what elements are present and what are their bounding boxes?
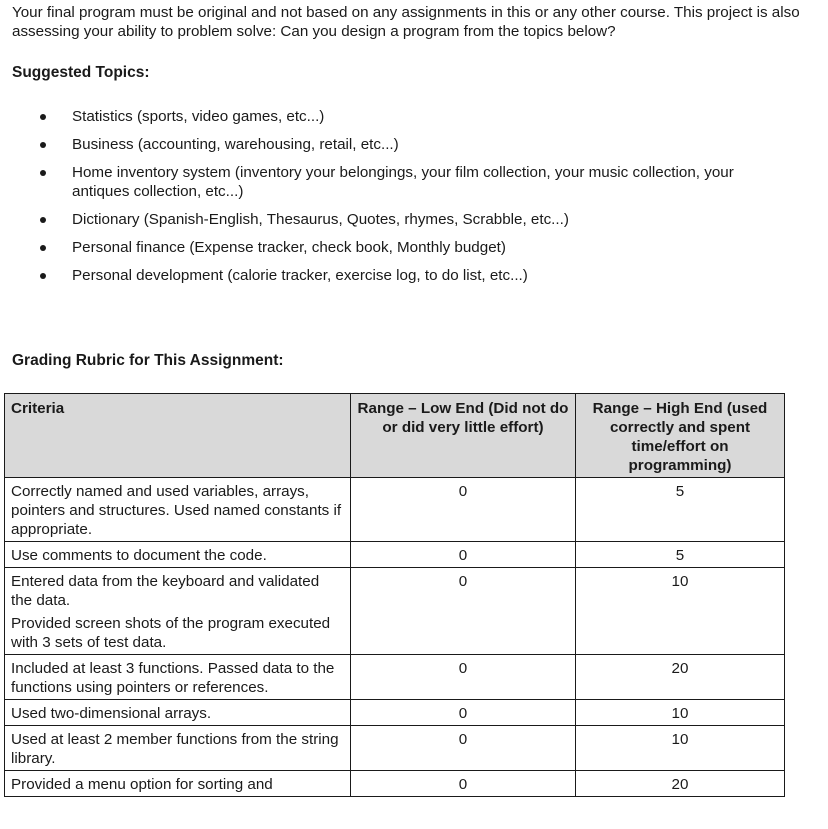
table-row xyxy=(5,478,785,542)
bullet-icon xyxy=(40,114,46,120)
bullet-icon xyxy=(40,142,46,148)
topic-label: Home inventory system (inventory your belongings, your film collection, your music collection, your antiques collection, etc...) xyxy=(72,164,734,200)
high-score-cell: 20 xyxy=(576,655,785,700)
grading-rubric-heading: Grading Rubric for This Assignment: xyxy=(12,352,284,369)
criteria-column-header: Criteria xyxy=(5,394,351,478)
table-row xyxy=(5,700,785,726)
low-score-cell: 0 xyxy=(351,478,576,542)
high-score-cell: 10 xyxy=(576,726,785,771)
high-score-cell: 10 xyxy=(576,568,785,655)
low-score-cell: 0 xyxy=(351,655,576,700)
table-row xyxy=(5,726,785,771)
criteria-cell xyxy=(5,568,351,655)
topic-item xyxy=(0,238,792,257)
high-score-cell: 5 xyxy=(576,478,785,542)
intro-paragraph: Your final program must be original and not based on any assignments in this or any other course. This project is also assessing your ability to problem solve: Can you design a program from the topics below? xyxy=(12,4,800,40)
suggested-topics-heading: Suggested Topics: xyxy=(12,64,150,81)
criteria-cell: Included at least 3 functions. Passed data to the functions using pointers or references. xyxy=(5,655,351,700)
criteria-text: Entered data from the keyboard and validated the data. xyxy=(11,573,320,609)
suggested-topics-list xyxy=(0,107,800,294)
table-row xyxy=(5,771,785,797)
criteria-cell: Used at least 2 member functions from the string library. xyxy=(5,726,351,771)
low-score-cell: 0 xyxy=(351,542,576,568)
low-score-cell: 0 xyxy=(351,700,576,726)
low-score-cell: 0 xyxy=(351,568,576,655)
low-score-cell: 0 xyxy=(351,771,576,797)
topic-label: Business (accounting, warehousing, retail, etc...) xyxy=(72,136,399,153)
bullet-icon xyxy=(40,245,46,251)
topic-label: Dictionary (Spanish-English, Thesaurus, Quotes, rhymes, Scrabble, etc...) xyxy=(72,211,569,228)
criteria-cell: Correctly named and used variables, arrays, pointers and structures. Used named constants if appropriate. xyxy=(5,478,351,542)
bullet-icon xyxy=(40,273,46,279)
criteria-cell: Provided a menu option for sorting and xyxy=(5,771,351,797)
table-row xyxy=(5,655,785,700)
topic-item xyxy=(0,135,792,154)
topic-label: Personal finance (Expense tracker, check book, Monthly budget) xyxy=(72,239,506,256)
topic-label: Personal development (calorie tracker, exercise log, to do list, etc...) xyxy=(72,267,528,284)
topic-item xyxy=(0,107,792,126)
high-score-cell: 20 xyxy=(576,771,785,797)
criteria-subtext: Provided screen shots of the program executed with 3 sets of test data. xyxy=(11,615,331,651)
bullet-icon xyxy=(40,217,46,223)
table-row xyxy=(5,568,785,655)
criteria-cell: Used two-dimensional arrays. xyxy=(5,700,351,726)
low-end-column-header: Range – Low End (Did not do or did very little effort) xyxy=(351,394,576,478)
high-score-cell: 5 xyxy=(576,542,785,568)
criteria-cell: Use comments to document the code. xyxy=(5,542,351,568)
topic-item xyxy=(0,266,792,285)
high-score-cell: 10 xyxy=(576,700,785,726)
bullet-icon xyxy=(40,170,46,176)
grading-rubric-table xyxy=(4,393,785,797)
table-row xyxy=(5,542,785,568)
table-header-row xyxy=(5,394,785,478)
topic-item xyxy=(0,163,792,201)
topic-label: Statistics (sports, video games, etc...) xyxy=(72,108,325,125)
topic-item xyxy=(0,210,792,229)
low-score-cell: 0 xyxy=(351,726,576,771)
high-end-column-header: Range – High End (used correctly and spent time/effort on programming) xyxy=(576,394,785,478)
